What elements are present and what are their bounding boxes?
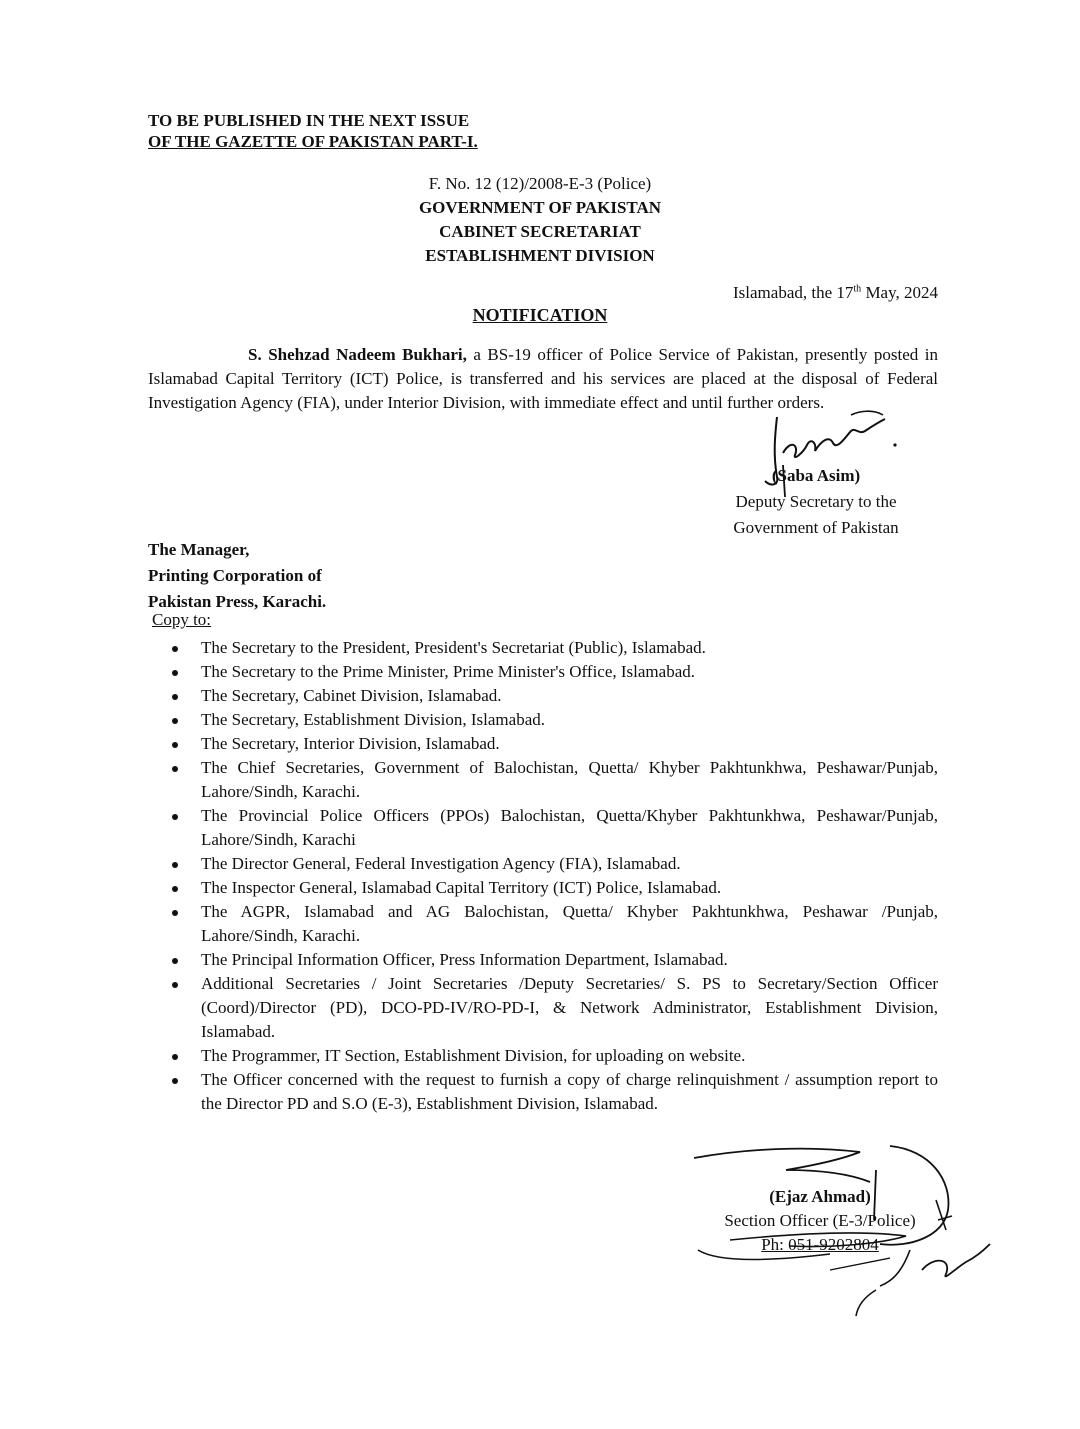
list-item: The AGPR, Islamabad and AG Balochistan, Quetta/ Khyber Pakhtunkhwa, Peshawar /Punjab, Lahore/Sindh, Karachi.: [148, 900, 938, 948]
list-item: The Chief Secretaries, Government of Balochistan, Quetta/ Khyber Pakhtunkhwa, Peshawar/Punjab, Lahore/Sindh, Karachi.: [148, 756, 938, 804]
file-number: F. No. 12 (12)/2008-E-3 (Police): [428, 174, 652, 193]
reference-block: [360, 172, 720, 268]
copy-to-label: Copy to:: [152, 610, 212, 629]
list-item: The Secretary, Interior Division, Islamabad.: [148, 732, 938, 756]
signatory-2: [690, 1185, 950, 1257]
gazette-header-line1: TO BE PUBLISHED IN THE NEXT ISSUE: [148, 111, 470, 130]
date-prefix: Islamabad, the 17: [733, 283, 854, 302]
addressee-line1: The Manager,: [148, 540, 250, 559]
signatory-1: [680, 463, 952, 541]
list-item: The Secretary, Establishment Division, Islamabad.: [148, 708, 938, 732]
list-item: Additional Secretaries / Joint Secretaries /Deputy Secretaries/ S. PS to Secretary/Section Officer (Coord)/Director (PD), DCO-PD-IV/RO-PD-I, & Network Administrator, Establishment Division, Islamabad.: [148, 972, 938, 1044]
copy-to-list: [148, 636, 938, 1116]
list-item: The Officer concerned with the request to furnish a copy of charge relinquishment / assumption report to the Director PD and S.O (E-3), Establishment Division, Islamabad.: [148, 1068, 938, 1116]
addressee: [148, 537, 326, 615]
officer-name: S. Shehzad Nadeem Bukhari,: [248, 345, 467, 364]
list-item: The Secretary to the Prime Minister, Prime Minister's Office, Islamabad.: [148, 660, 938, 684]
signatory-1-designation-line2: Government of Pakistan: [733, 518, 899, 537]
addressee-line2: Printing Corporation of: [148, 566, 322, 585]
division-name: ESTABLISHMENT DIVISION: [425, 246, 655, 265]
list-item: The Secretary to the President, President's Secretariat (Public), Islamabad.: [148, 636, 938, 660]
government-name: GOVERNMENT OF PAKISTAN: [418, 198, 662, 217]
date-superscript: th: [853, 283, 862, 295]
date-line: [640, 283, 938, 303]
notification-title: NOTIFICATION: [472, 305, 608, 325]
date-suffix: May, 2024: [861, 283, 938, 302]
addressee-line3: Pakistan Press, Karachi.: [148, 592, 327, 611]
gazette-header: [148, 110, 478, 152]
list-item: The Secretary, Cabinet Division, Islamabad.: [148, 684, 938, 708]
signatory-2-name: (Ejaz Ahmad): [769, 1187, 871, 1206]
list-item: The Director General, Federal Investigation Agency (FIA), Islamabad.: [148, 852, 938, 876]
list-item: The Inspector General, Islamabad Capital Territory (ICT) Police, Islamabad.: [148, 876, 938, 900]
list-item: The Provincial Police Officers (PPOs) Balochistan, Quetta/Khyber Pakhtunkhwa, Peshawar/Punjab, Lahore/Sindh, Karachi: [148, 804, 938, 852]
signatory-2-designation: Section Officer (E-3/Police): [724, 1211, 916, 1230]
list-item: The Principal Information Officer, Press Information Department, Islamabad.: [148, 948, 938, 972]
signatory-1-name: (Saba Asim): [771, 466, 861, 485]
secretariat-name: CABINET SECRETARIAT: [439, 222, 641, 241]
signatory-1-designation-line1: Deputy Secretary to the: [735, 492, 897, 511]
notification-text: a BS-19 officer of Police Service of Pakistan, presently posted in Islamabad Capital Territory (ICT) Police, is transferred and his services are placed at the disposal of Federal Investigation Agency (FIA), under Interior Division, with immediate effect and until further orders.: [148, 345, 938, 412]
list-item: The Programmer, IT Section, Establishment Division, for uploading on website.: [148, 1044, 938, 1068]
gazette-header-line2: OF THE GAZETTE OF PAKISTAN PART-I.: [148, 132, 478, 151]
signatory-2-phone: Ph: 051-9202804: [761, 1235, 879, 1254]
